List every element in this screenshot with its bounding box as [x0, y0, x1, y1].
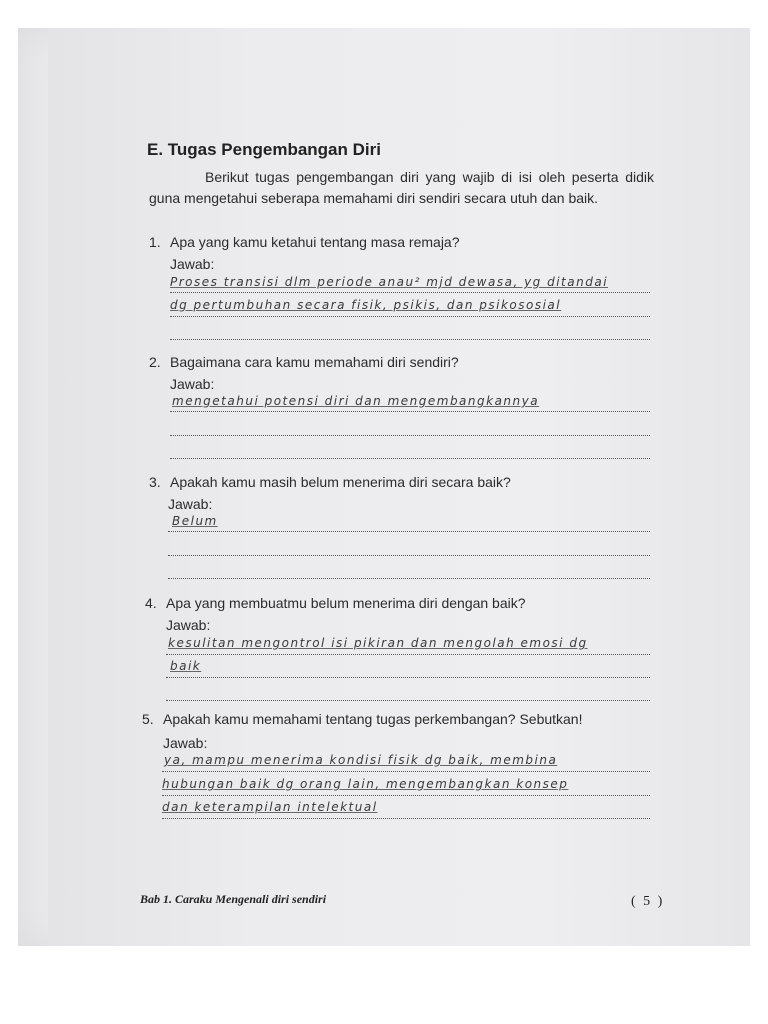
question-number: 4. [145, 595, 157, 611]
answer-line [166, 677, 650, 678]
answer-line [170, 411, 650, 412]
question-text: Apakah kamu masih belum menerima diri secara baik? [170, 474, 511, 490]
answer-2-line-1[interactable]: mengetahui potensi diri dan mengembangkannya [172, 394, 540, 408]
answer-4-line-1[interactable]: kesulitan mengontrol isi pikiran dan mengolah emosi dg [168, 636, 588, 650]
question-number: 1. [149, 234, 161, 250]
answer-line [170, 316, 650, 317]
answer-line [170, 435, 650, 436]
answer-line [170, 458, 650, 459]
question-1 [149, 234, 659, 250]
answer-label: Jawab: [168, 496, 213, 512]
answer-line [170, 339, 650, 340]
answer-4-line-2[interactable]: baik [170, 659, 202, 673]
question-number: 2. [149, 354, 161, 370]
question-number: 5. [142, 711, 154, 727]
answer-5-line-2[interactable]: hubungan baik dg orang lain, mengembangkan konsep [162, 777, 569, 791]
answer-label: Jawab: [170, 376, 215, 392]
question-text: Apa yang membuatmu belum menerima diri dengan baik? [166, 595, 526, 611]
answer-line [162, 771, 650, 772]
answer-1-line-2[interactable]: dg pertumbuhan secara fisik, psikis, dan psikososial [170, 298, 562, 312]
question-number: 3. [149, 474, 161, 490]
answer-5-line-1[interactable]: ya, mampu menerima kondisi fisik dg baik, membina [164, 753, 558, 767]
answer-5-line-3[interactable]: dan keterampilan intelektual [162, 800, 378, 814]
answer-line [168, 555, 650, 556]
intro-paragraph: Berikut tugas pengembangan diri yang wajib di isi oleh peserta didik guna mengetahui seberapa memahami diri sendiri secara utuh dan baik. [149, 169, 654, 206]
answer-line [166, 654, 650, 655]
answer-3-line-1[interactable]: Belum [172, 514, 218, 528]
answer-line [168, 531, 650, 532]
answer-label: Jawab: [170, 256, 215, 272]
question-text: Apa yang kamu ketahui tentang masa remaja? [170, 234, 460, 250]
answer-line [162, 795, 650, 796]
answer-line [170, 292, 650, 293]
question-4 [145, 595, 655, 611]
question-5 [142, 711, 652, 727]
question-2 [149, 354, 659, 370]
answer-label: Jawab: [163, 735, 208, 751]
answer-label: Jawab: [166, 617, 211, 633]
answer-1-line-1[interactable]: Proses transisi dlm periode anau² mjd dewasa, yg ditandai [170, 275, 609, 289]
question-text: Apakah kamu memahami tentang tugas perkembangan? Sebutkan! [163, 711, 583, 727]
page-number: ( 5 ) [631, 894, 665, 909]
answer-line [162, 818, 650, 819]
question-text: Bagaimana cara kamu memahami diri sendiri? [170, 354, 459, 370]
chapter-footer: Bab 1. Caraku Mengenali diri sendiri [140, 892, 327, 906]
section-title: E. Tugas Pengembangan Diri [147, 140, 381, 159]
answer-line [166, 700, 650, 701]
question-3 [149, 474, 659, 490]
answer-line [168, 578, 650, 579]
